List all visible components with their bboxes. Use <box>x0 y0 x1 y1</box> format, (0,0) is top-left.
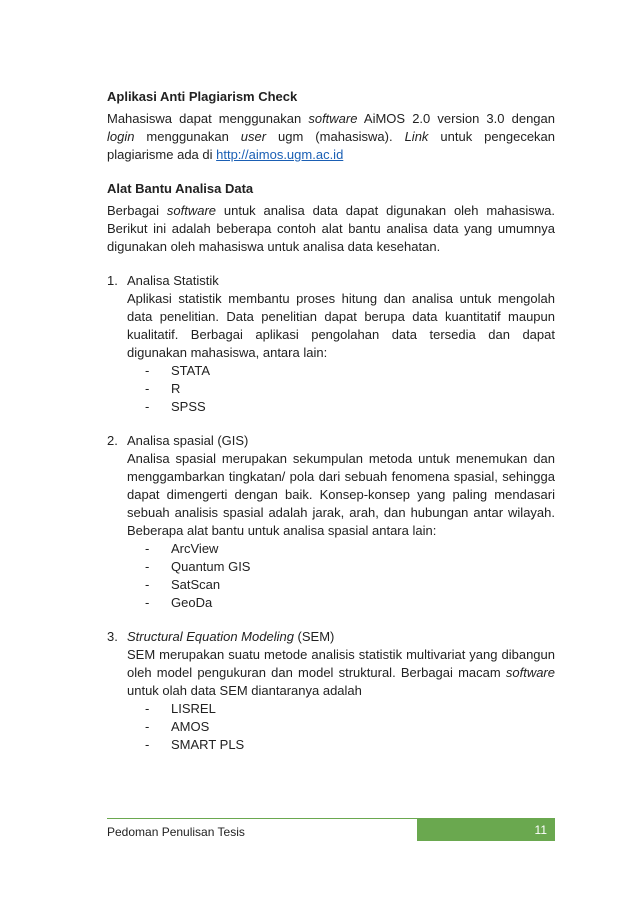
sub-list-item <box>145 558 555 576</box>
dash: - <box>145 719 150 734</box>
sub-list-item <box>145 594 555 612</box>
list-item-title: Analisa spasial (GIS) <box>127 433 249 448</box>
dash: - <box>145 363 150 378</box>
list-number: 1. <box>107 273 118 288</box>
text-run-italic: software <box>505 665 555 680</box>
list-item-body: Analisa spasial merupakan sekumpulan metoda untuk menemukan dan menggambarkan tingkatan/ pola dari sebuah fenomena spasial, sehingga dapat dimengerti dengan baik. Konsep-konsep yang paling mendasari sebuah analisis spasial adalah jarak, arah, dan hubungan antar wilayah. Beberapa alat bantu untuk analisa spasial antara lain: <box>127 451 555 538</box>
dash: - <box>145 399 150 414</box>
text-run: Berbagai <box>107 203 167 218</box>
text-run: untuk analisa data dapat digunakan oleh mahasiswa. Berikut ini adalah beberapa contoh alat bantu analisa data yang umumnya digunakan oleh mahasiswa untuk analisa data kesehatan. <box>107 203 555 254</box>
sub-list-item <box>145 380 555 398</box>
data-analysis-paragraph <box>107 202 555 256</box>
dash: - <box>145 701 150 716</box>
sub-list <box>127 362 555 416</box>
list-number: 2. <box>107 433 118 448</box>
sub-item-label: Quantum GIS <box>171 559 251 574</box>
text-run-italic: user <box>240 129 267 144</box>
dash: - <box>145 381 150 396</box>
text-run: untuk olah data SEM diantaranya adalah <box>127 683 362 698</box>
sub-list-item <box>145 398 555 416</box>
text-run: ugm (mahasiswa). <box>266 129 405 144</box>
text-run-italic: Structural Equation Modeling <box>127 629 294 644</box>
footer-title: Pedoman Penulisan Tesis <box>107 825 245 839</box>
text-run-italic: login <box>107 129 135 144</box>
dash: - <box>145 577 150 592</box>
text-run: menggunakan <box>134 129 241 144</box>
text-run: untuk pengecekan plagiarisme ada di <box>107 129 556 162</box>
dash: - <box>145 559 150 574</box>
sub-list-item <box>145 700 555 718</box>
plagiarism-paragraph <box>107 110 555 164</box>
page-number: 11 <box>417 819 555 841</box>
list-item-title <box>127 628 555 646</box>
sub-item-label: R <box>171 381 181 396</box>
sub-item-label: STATA <box>171 363 210 378</box>
text-run: (SEM) <box>293 629 335 644</box>
dash: - <box>145 737 150 752</box>
dash: - <box>145 541 150 556</box>
sub-item-label: LISREL <box>171 701 216 716</box>
text-run: Mahasiswa dapat menggunakan <box>107 111 309 126</box>
sub-item-label: ArcView <box>171 541 219 556</box>
text-run: SEM merupakan suatu metode analisis statistik multivariat yang dibangun oleh model pengukuran dan model struktural. Berbagai macam <box>127 647 555 680</box>
sub-item-label: SatScan <box>171 577 221 592</box>
list-item-statistics <box>107 272 555 416</box>
section-title-plagiarism: Aplikasi Anti Plagiarism Check <box>107 89 298 104</box>
sub-list-item <box>145 718 555 736</box>
list-item-title: Analisa Statistik <box>127 273 219 288</box>
sub-list-item <box>145 576 555 594</box>
dash: - <box>145 595 150 610</box>
text-run-italic: software <box>308 111 358 126</box>
list-item-sem <box>107 628 555 754</box>
sub-item-label: GeoDa <box>171 595 213 610</box>
sub-list-item <box>145 736 555 754</box>
list-item-spatial <box>107 432 555 612</box>
section-title-data-analysis: Alat Bantu Analisa Data <box>107 181 254 196</box>
text-run-italic: software <box>166 203 217 218</box>
list-item-body: Aplikasi statistik membantu proses hitung dan analisa untuk mengolah data penelitian. Data penelitian dapat berupa data kuantitatif maupun kualitatif. Berbagai aplikasi pengolahan data tersedia dan dapat digunakan mahasiswa, antara lain: <box>127 291 555 360</box>
sub-list-item <box>145 362 555 380</box>
sub-item-label: AMOS <box>171 719 210 734</box>
sub-list <box>127 700 555 754</box>
sub-list <box>127 540 555 612</box>
page-footer <box>107 818 555 841</box>
text-run: AiMOS 2.0 version 3.0 dengan <box>357 111 555 126</box>
page-content <box>107 88 555 754</box>
sub-item-label: SPSS <box>171 399 206 414</box>
text-run-italic: Link <box>404 129 429 144</box>
list-item-body <box>127 646 555 700</box>
list-number: 3. <box>107 629 118 644</box>
sub-item-label: SMART PLS <box>171 737 245 752</box>
sub-list-item <box>145 540 555 558</box>
aimos-link[interactable]: http://aimos.ugm.ac.id <box>216 147 344 162</box>
